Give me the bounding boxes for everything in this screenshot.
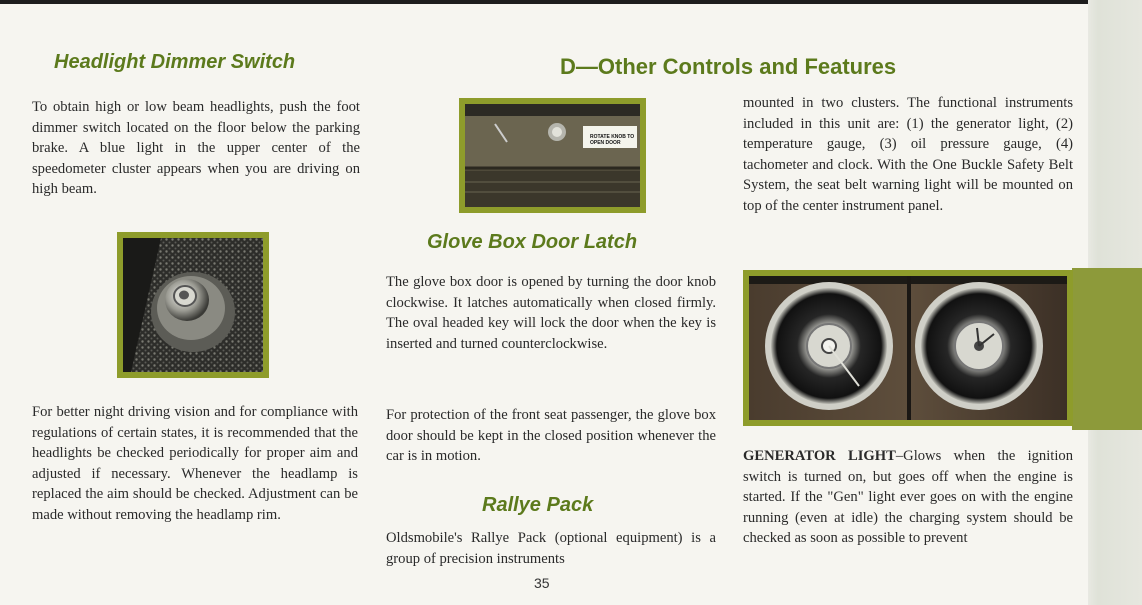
rallye-pack-heading: Rallye Pack bbox=[482, 494, 594, 516]
headlight-dimmer-paragraph: To obtain high or low beam headlights, push the foot dimmer switch located on the floor below the parking brake. A blue light in the upper center of the speedometer cluster appears when you are driving on high beam. bbox=[32, 99, 360, 197]
glove-box-heading: Glove Box Door Latch bbox=[427, 231, 638, 253]
generator-light-label: GENERATOR LIGHT bbox=[743, 448, 896, 464]
rallye-gauges-photo bbox=[743, 270, 1073, 426]
page-number: 35 bbox=[534, 575, 550, 591]
dimmer-switch-illustration bbox=[123, 238, 263, 372]
headlight-dimmer-heading: Headlight Dimmer Switch bbox=[54, 51, 296, 73]
rallye-gauges-illustration bbox=[749, 276, 1067, 420]
rallye-pack-paragraph: Oldsmobile's Rallye Pack (optional equipment) is a group of precision instruments bbox=[386, 530, 716, 567]
headlight-aim-paragraph: For better night driving vision and for compliance with regulations of certain states, it is recommended that the headlights be checked periodically for proper aim and adjusted if necessary. Whenever the headlamp is replaced the aim should be checked. Adjustment can be made without removing the headlamp rim. bbox=[32, 404, 358, 523]
page-top-edge bbox=[0, 0, 1142, 4]
glove-box-paragraph: The glove box door is opened by turning the door knob clockwise. It latches automatically when closed firmly. The oval headed key will lock the door when the key is inserted and turned counterclockwise. bbox=[386, 274, 716, 352]
instrument-clusters-paragraph: mounted in two clusters. The functional instruments included in this unit are: (1) the generator light, (2) temperature gauge, (3) oil pressure gauge, (4) tachometer and clock. With the One Buckle Safety Belt System, the seat belt warning light will be mounted on top of the center instrument panel. bbox=[743, 95, 1073, 214]
generator-light-paragraph bbox=[743, 446, 1073, 549]
generator-light-text: –Glows when the ignition switch is turned on, but goes off when the engine is started. If the "Gen" light ever goes on with the engine running (even at idle) the charging system should be checked as soon as possible to prevent bbox=[743, 448, 1073, 546]
dimmer-switch-photo bbox=[117, 232, 269, 378]
glove-box-protection-paragraph: For protection of the front seat passenger, the glove box door should be kept in the closed position whenever the car is in motion. bbox=[386, 407, 716, 464]
decorative-olive-band bbox=[1072, 268, 1142, 430]
glove-box-knob-label: ROTATE KNOB TO OPEN DOOR bbox=[590, 134, 635, 146]
section-title: D—Other Controls and Features bbox=[560, 54, 897, 79]
glove-box-photo bbox=[459, 98, 646, 213]
glove-box-illustration bbox=[465, 104, 640, 207]
